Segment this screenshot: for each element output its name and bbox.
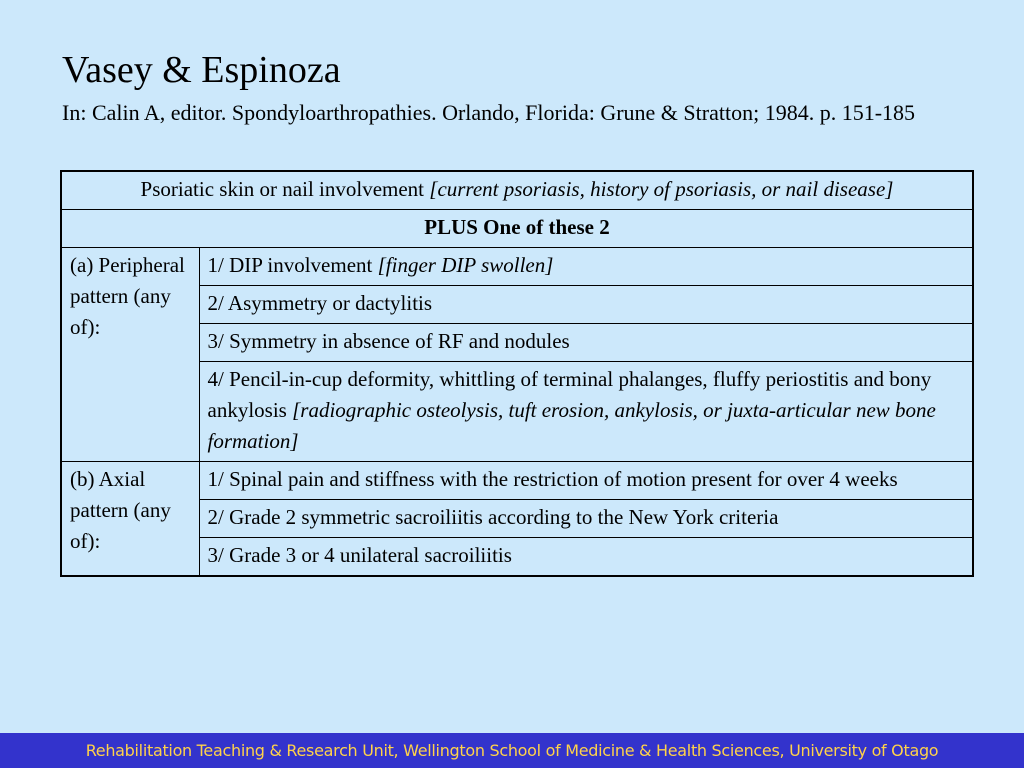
criteria-table xyxy=(60,170,974,577)
header-cell xyxy=(61,171,973,210)
table-row-plus xyxy=(61,210,973,248)
criterion-cell xyxy=(199,324,973,362)
criterion-text: 2/ Asymmetry or dactylitis xyxy=(207,291,433,315)
criterion-italic: [finger DIP swollen] xyxy=(377,253,554,277)
criterion-cell xyxy=(199,500,973,538)
footer-text: Rehabilitation Teaching & Research Unit, Wellington School of Medicine & Health Sciences, University of Otago xyxy=(85,741,939,760)
group-label: (b) Axial pattern (any of): xyxy=(61,462,199,577)
criterion-text: 1/ DIP involvement xyxy=(207,253,378,277)
header-text: Psoriatic skin or nail involvement xyxy=(140,177,430,201)
plus-cell: PLUS One of these 2 xyxy=(61,210,973,248)
group-label: (a) Peripheral pattern (any of): xyxy=(61,248,199,462)
criterion-text: 3/ Grade 3 or 4 unilateral sacroiliitis xyxy=(207,543,512,567)
criterion-text: 3/ Symmetry in absence of RF and nodules xyxy=(207,329,570,353)
citation: In: Calin A, editor. Spondyloarthropathies. Orlando, Florida: Grune & Stratton; 1984. p. 151-185 xyxy=(62,100,916,125)
slide-title: Vasey & Espinoza xyxy=(62,49,341,91)
header-italic: [current psoriasis, history of psoriasis, or nail disease] xyxy=(429,177,894,201)
criterion-text: 4/ Pencil-in-cup deformity, whittling of terminal phalanges, fluffy periostitis and bony ankylosis xyxy=(207,367,932,422)
criterion-text: 1/ Spinal pain and stiffness with the restriction of motion present for over 4 weeks xyxy=(207,467,898,491)
criterion-text: 2/ Grade 2 symmetric sacroiliitis according to the New York criteria xyxy=(207,505,779,529)
criterion-cell xyxy=(199,286,973,324)
criterion-cell xyxy=(199,248,973,286)
criterion-cell xyxy=(199,538,973,577)
table-row xyxy=(61,462,973,500)
footer-bar xyxy=(0,733,1024,768)
criterion-cell xyxy=(199,362,973,462)
criterion-cell xyxy=(199,462,973,500)
table-row-header xyxy=(61,171,973,210)
table-row xyxy=(61,248,973,286)
criterion-italic: [radiographic osteolysis, tuft erosion, ankylosis, or juxta-articular new bone formation] xyxy=(207,398,936,453)
